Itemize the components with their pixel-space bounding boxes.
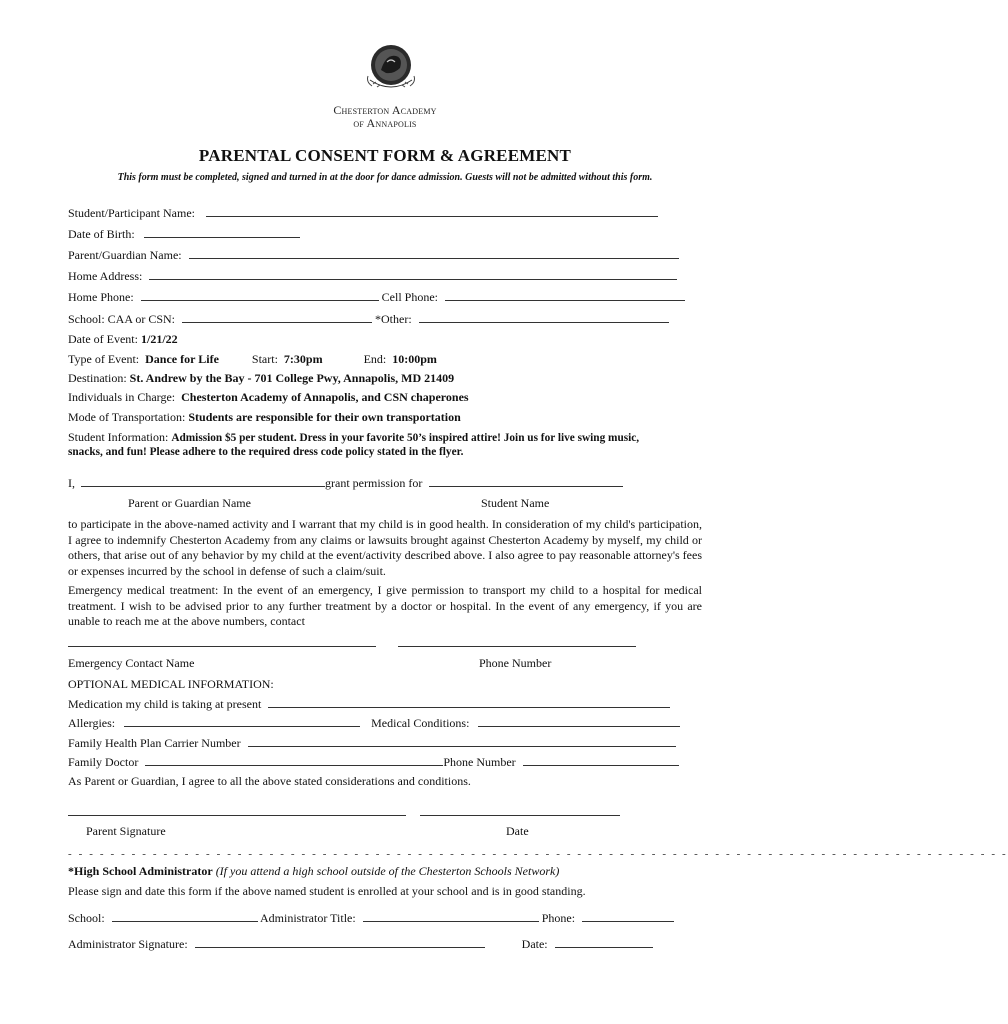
allergies-label: Allergies: xyxy=(68,716,116,730)
student-info-label: Student Information: xyxy=(68,430,169,444)
parent-name-field[interactable] xyxy=(189,247,679,259)
destination-row xyxy=(68,371,454,385)
i-label: I, xyxy=(68,476,75,490)
student-name-caption: Student Name xyxy=(481,496,550,510)
home-phone-field[interactable] xyxy=(141,289,379,301)
admin-heading: *High School Administrator xyxy=(68,864,213,878)
school-crest-logo xyxy=(356,40,426,102)
agreement-statement: As Parent or Guardian, I agree to all the above stated considerations and conditions. xyxy=(68,774,471,788)
admin-phone-label: Phone: xyxy=(541,911,576,925)
doctor-row xyxy=(68,754,679,769)
student-info-row xyxy=(68,430,639,445)
admin-signature-label: Administrator Signature: xyxy=(68,937,188,951)
student-name-field[interactable] xyxy=(206,205,658,217)
parent-signature-field[interactable] xyxy=(68,815,406,816)
student-name-label: Student/Participant Name: xyxy=(68,206,195,220)
permission-row xyxy=(68,475,623,490)
admin-date-label: Date: xyxy=(521,937,548,951)
medical-heading: OPTIONAL MEDICAL INFORMATION: xyxy=(68,677,274,691)
admin-title-label: Administrator Title: xyxy=(260,911,356,925)
other-field[interactable] xyxy=(419,311,669,323)
medication-field[interactable] xyxy=(268,696,670,708)
destination-value: St. Andrew by the Bay - 701 College Pwy, Annapolis, MD 21409 xyxy=(129,371,455,385)
school-name-line1: Chesterton Academy xyxy=(333,103,437,117)
end-label: End: xyxy=(363,352,387,366)
other-label: *Other: xyxy=(375,312,412,326)
health-plan-row xyxy=(68,735,676,750)
dob-field[interactable] xyxy=(144,226,300,238)
event-date-row xyxy=(68,332,178,346)
home-phone-label: Home Phone: xyxy=(68,290,134,304)
event-date-value: 1/21/22 xyxy=(140,332,178,346)
end-value: 10:00pm xyxy=(392,352,437,366)
admin-heading-note: (If you attend a high school outside of the Chesterton Schools Network) xyxy=(215,864,560,878)
parent-signature-caption: Parent Signature xyxy=(86,824,166,838)
admin-signature-field[interactable] xyxy=(195,936,485,948)
admin-heading-row xyxy=(68,864,559,878)
destination-label: Destination: xyxy=(68,371,127,385)
admin-phone-field[interactable] xyxy=(582,910,674,922)
admin-signature-row xyxy=(68,936,653,951)
parent-guardian-name-field[interactable] xyxy=(81,475,325,487)
emergency-contact-caption: Emergency Contact Name xyxy=(68,656,195,670)
doctor-phone-label: Phone Number xyxy=(443,755,516,769)
school-name-line2: of Annapolis xyxy=(353,116,417,130)
allergies-field[interactable] xyxy=(124,715,360,727)
doctor-phone-field[interactable] xyxy=(523,754,679,766)
individuals-value: Chesterton Academy of Annapolis, and CSN chaperones xyxy=(181,390,469,404)
individuals-label: Individuals in Charge: xyxy=(68,390,176,404)
school-field[interactable] xyxy=(182,311,372,323)
admin-details-row xyxy=(68,910,674,925)
dob-row xyxy=(68,226,300,241)
allergies-row xyxy=(68,715,680,730)
student-name-permission-field[interactable] xyxy=(429,475,623,487)
emergency-contact-name-field[interactable] xyxy=(68,646,376,647)
medical-conditions-label: Medical Conditions: xyxy=(371,716,470,730)
parent-guardian-caption: Parent or Guardian Name xyxy=(128,496,251,510)
school-label: School: CAA or CSN: xyxy=(68,312,176,326)
medication-label: Medication my child is taking at present xyxy=(68,697,262,711)
doctor-field[interactable] xyxy=(145,754,443,766)
form-title: PARENTAL CONSENT FORM & AGREEMENT xyxy=(198,146,572,165)
admin-title-field[interactable] xyxy=(363,910,539,922)
student-info-line1: Admission $5 per student. Dress in your favorite 50’s inspired attire! Join us for live swing music, xyxy=(171,432,640,444)
school-row xyxy=(68,311,669,326)
emergency-treatment-paragraph: Emergency medical treatment: In the event of an emergency, I give permission to transport my child to a hospital for medical treatment. I wish to be advised prior to any further treatment by a doctor or hospital. In the event of any emergency, if you are unable to reach me at the above numbers, contact xyxy=(68,583,702,628)
individuals-row xyxy=(68,390,469,404)
parent-name-label: Parent/Guardian Name: xyxy=(68,248,182,262)
health-plan-label: Family Health Plan Carrier Number xyxy=(68,736,241,750)
dob-label: Date of Birth: xyxy=(68,227,135,241)
home-address-field[interactable] xyxy=(149,268,677,280)
parent-name-row xyxy=(68,247,679,262)
admin-school-label: School: xyxy=(68,911,105,925)
cell-phone-field[interactable] xyxy=(445,289,685,301)
transport-label: Mode of Transportation: xyxy=(68,410,186,424)
home-address-label: Home Address: xyxy=(68,269,143,283)
event-type-label: Type of Event: xyxy=(68,352,140,366)
event-type-value: Dance for Life xyxy=(145,352,219,366)
student-name-row xyxy=(68,205,658,220)
transport-value: Students are responsible for their own transportation xyxy=(188,410,461,424)
date-caption: Date xyxy=(506,824,529,838)
phone-number-caption: Phone Number xyxy=(479,656,552,670)
start-label: Start: xyxy=(251,352,278,366)
grant-permission-text: grant permission for xyxy=(325,476,423,490)
indemnity-paragraph: to participate in the above-named activity and I warrant that my child is in good health. In consideration of my child's participation, I agree to indemnify Chesterton Academy from any claims or lawsuits brought against Chesterton Academy by myself, my child or others, that arise out of any behavior by my child at the event/activity described above. I also agree to pay reasonable attorney's fees or expenses incurred by the school in defense of such a claim/suit. xyxy=(68,517,702,578)
phone-row xyxy=(68,289,685,304)
doctor-label: Family Doctor xyxy=(68,755,139,769)
admin-date-field[interactable] xyxy=(555,936,653,948)
admin-instruction: Please sign and date this form if the above named student is enrolled at your school and is in good standing. xyxy=(68,884,586,898)
transport-row xyxy=(68,410,461,424)
form-subtitle: This form must be completed, signed and turned in at the door for dance admission. Guests will not be admitted without this form. xyxy=(117,172,653,183)
health-plan-field[interactable] xyxy=(248,735,676,747)
home-address-row xyxy=(68,268,677,283)
event-date-label: Date of Event: xyxy=(68,332,138,346)
event-type-row xyxy=(68,352,437,366)
signature-date-field[interactable] xyxy=(420,815,620,816)
cell-phone-label: Cell Phone: xyxy=(381,290,439,304)
cut-line-divider: - - - - - - - - - - - - - - - - - - - - - - - - - - - - - - - - - - - - - - - - - - - - - - - - - - - - - - - - - - - - - - - - - - - - - - - - - - - - - - - - - - - - - - - - - xyxy=(68,848,1008,860)
admin-school-field[interactable] xyxy=(112,910,258,922)
student-info-line2: snacks, and fun! Please adhere to the required dress code policy stated in the flyer. xyxy=(68,446,464,458)
medication-row xyxy=(68,696,670,711)
start-value: 7:30pm xyxy=(283,352,323,366)
emergency-phone-field[interactable] xyxy=(398,646,636,647)
medical-conditions-field[interactable] xyxy=(478,715,680,727)
